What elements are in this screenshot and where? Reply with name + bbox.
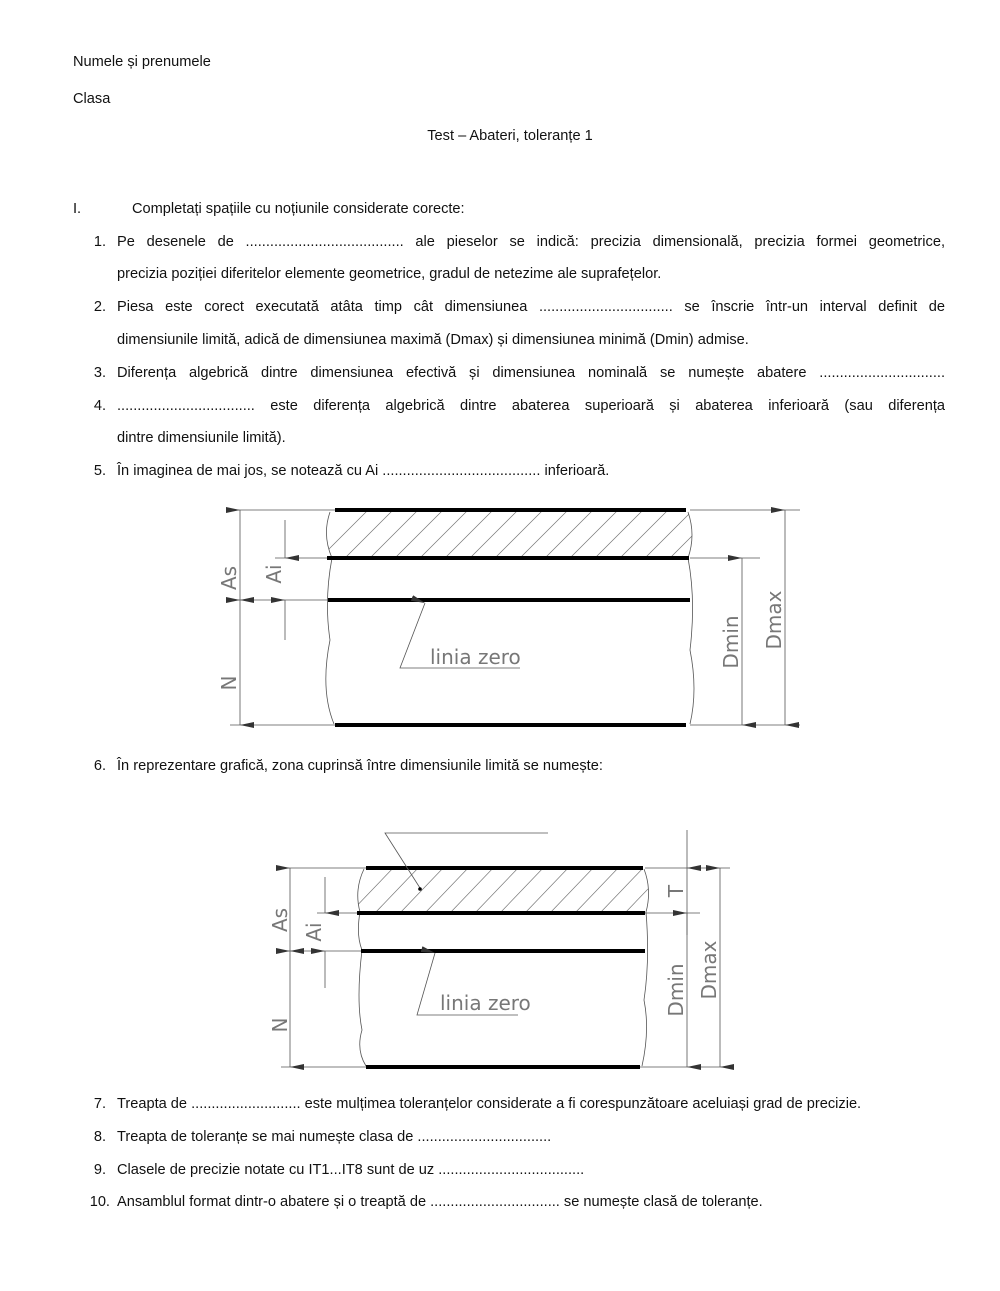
question-text: Piesa este corect executată atâta timp cât dimensiunea ................................. se înscrie într-un interval definit de [117,299,945,315]
item-number: 7. [93,1096,106,1112]
ai-label: Ai [302,922,326,942]
item-number: 1. [93,234,106,250]
page-title: Test – Abateri, toleranțe 1 [427,128,593,144]
item-number: 6. [93,758,106,774]
item-number: 4. [93,398,106,414]
question-text: Diferența algebrică dintre dimensiunea efectivă și dimensiunea nominală se numește abatere ............................... [117,365,945,381]
item-number: 2. [93,299,106,315]
as-label: As [268,907,292,933]
as-label: As [217,565,241,591]
question-text: dimensiunile limită, adică de dimensiunea maximă (Dmax) și dimensiunea minimă (Dmin) admise. [117,332,749,348]
t-label: T [664,884,688,898]
dmin-label: Dmin [664,963,688,1017]
question-text: .................................. este diferența algebrică dintre abaterea superioară și abaterea inferioară (sau diferența [117,398,945,414]
section-number: I. [73,201,82,217]
item-number: 3. [93,365,106,381]
zero-line-label: linia zero [430,645,521,669]
item-number: 9. [93,1162,106,1178]
question-text: dintre dimensiunile limită). [117,430,286,446]
dmin-label: Dmin [719,615,743,669]
name-label: Numele și prenumele [73,54,211,70]
item-number: 8. [93,1129,106,1145]
question-text: Clasele de precizie notate cu IT1...IT8 sunt de uz .................................... [117,1162,585,1178]
question-text: precizia poziției diferitelor elemente geometrice, gradul de netezime ale suprafețelor. [117,266,662,282]
item-number: 10. [89,1194,110,1210]
hatch-zone [320,508,720,558]
question-text: În imaginea de mai jos, se notează cu Ai ....................................... inferioară. [117,463,610,479]
item-number: 5. [93,463,106,479]
question-text: Treapta de ........................... este mulțimea toleranțelor considerate a fi corespunzătoare aceluiași grad de precizie. [117,1096,862,1112]
question-text: Pe desenele de ....................................... ale pieselor se indică: precizia dimensională, precizia formei geometrice, [117,234,945,250]
ai-label: Ai [262,564,286,584]
class-label: Clasa [73,91,111,107]
zero-line-label: linia zero [440,991,531,1015]
question-text: Treapta de toleranțe se mai numește clasa de ................................. [117,1129,552,1145]
section-instruction: Completați spațiile cu noțiunile considerate corecte: [132,201,465,217]
question-text: Ansamblul format dintr-o abatere și o treaptă de ................................ se numește clasă de toleranțe. [117,1194,763,1210]
tolerance-diagram-2 [268,830,730,1067]
question-text: În reprezentare grafică, zona cuprinsă între dimensiunile limită se numește: [117,758,603,774]
n-label: N [268,1017,292,1033]
dmax-label: Dmax [762,590,786,650]
n-label: N [217,675,241,691]
dmax-label: Dmax [697,940,721,1000]
